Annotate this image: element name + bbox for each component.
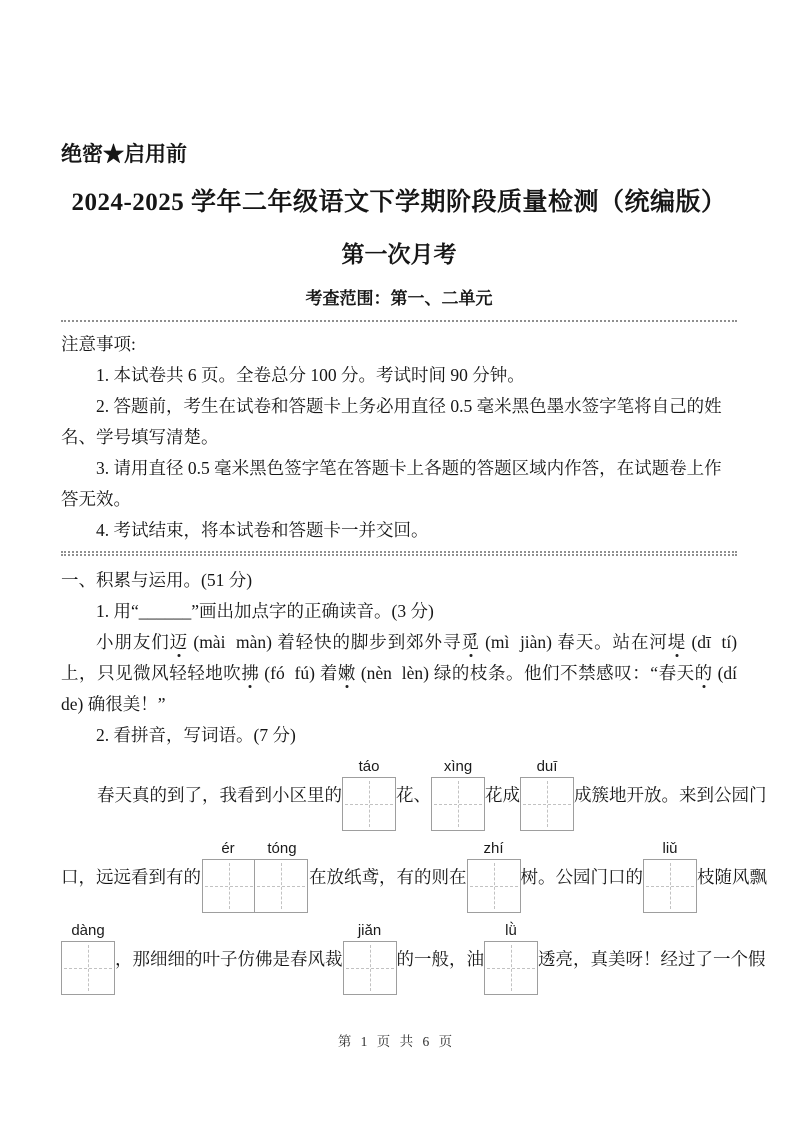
pinyin-label: liǔ (662, 840, 678, 857)
character-writing-box[interactable] (254, 859, 308, 913)
dotted-character: 迈 (169, 632, 189, 652)
writing-boxes (484, 941, 538, 995)
q2-answer-area (61, 757, 767, 995)
pinyin-label: zhí (483, 840, 504, 857)
q2-row (61, 921, 766, 995)
pinyin-box-group (643, 839, 697, 913)
writing-boxes (342, 777, 396, 831)
writing-boxes (467, 859, 521, 913)
row-text: 春天真的到了，我看到小区里的 (97, 784, 342, 805)
passage-text: 小朋友们 (96, 632, 170, 652)
character-writing-box[interactable] (467, 859, 521, 913)
character-writing-box[interactable] (520, 777, 574, 831)
row-text: 透亮，真美呀！经过了一个假 (538, 948, 766, 969)
pinyin-label: táo (358, 758, 380, 775)
pinyin-labels (467, 839, 521, 859)
pinyin-labels (201, 839, 309, 859)
pinyin-labels (643, 839, 697, 859)
q2-row (61, 839, 767, 913)
row-text: 在放纸鸢，有的则在 (309, 866, 467, 887)
character-writing-box[interactable] (343, 941, 397, 995)
writing-boxes (643, 859, 697, 913)
row-text: 花成 (485, 784, 520, 805)
character-writing-box[interactable] (202, 859, 256, 913)
character-writing-box[interactable] (61, 941, 115, 995)
character-writing-box[interactable] (342, 777, 396, 831)
q2-prompt: 2. 看拼音，写词语。(7 分) (96, 725, 296, 745)
pinyin-labels (343, 921, 397, 941)
writing-boxes (202, 859, 309, 913)
pinyin-box-group (431, 757, 485, 831)
pinyin-label: lǜ (505, 922, 517, 939)
pinyin-label: ér (221, 840, 235, 857)
notice-block (61, 329, 737, 546)
pinyin-label: tóng (267, 840, 297, 857)
pinyin-box-group (343, 921, 397, 995)
character-writing-box[interactable] (484, 941, 538, 995)
pinyin-box-group (520, 757, 574, 831)
pinyin-label: duī (536, 758, 558, 775)
notice-heading: 注意事项: (61, 334, 136, 354)
row-text: ，那细细的叶子仿佛是春风裁 (115, 948, 343, 969)
notice-item-2: 2. 答题前，考生在试卷和答题卡上务必用直径 0.5 毫米黑色墨水签字笔将自己的姓名、学号填写清楚。 (61, 396, 722, 447)
dotted-character: 觅 (461, 632, 480, 652)
notice-item-1: 1. 本试卷共 6 页。全卷总分 100 分。考试时间 90 分钟。 (96, 365, 525, 385)
dotted-divider-top (61, 320, 737, 322)
dotted-divider-section (61, 551, 737, 556)
notice-item-3: 3. 请用直径 0.5 毫米黑色签字笔在答题卡上各题的答题区域内作答，在试题卷上作答无效。 (61, 458, 722, 509)
row-text: 口，远远看到有的 (61, 866, 201, 887)
dotted-character: 嫩 (337, 663, 356, 683)
row-text: 枝随风飘 (697, 866, 767, 887)
writing-boxes (520, 777, 574, 831)
exam-scope: 考查范围：第一、二单元 (305, 289, 493, 308)
pinyin-labels (484, 921, 538, 941)
passage-text: (dí de) 确很美！” (61, 663, 742, 714)
q2-row (61, 757, 767, 831)
passage-text: (fó fú) 着 (259, 663, 338, 683)
row-text: 的一般，油 (396, 948, 484, 969)
row-text: 花、 (396, 784, 431, 805)
pinyin-labels (61, 921, 115, 941)
passage-text: (nèn lèn) 绿的枝条。他们不禁感叹：“春天 (355, 663, 695, 683)
page-footer: 第 1 页 共 6 页 (337, 1034, 456, 1049)
writing-boxes (61, 941, 115, 995)
pinyin-labels (342, 757, 396, 777)
row-text: 树。公园门口的 (520, 866, 643, 887)
notice-item-4: 4. 考试结束，将本试卷和答题卡一并交回。 (96, 520, 429, 540)
q1-passage (61, 627, 742, 720)
pinyin-labels (520, 757, 574, 777)
pinyin-box-group (342, 757, 396, 831)
character-writing-box[interactable] (431, 777, 485, 831)
character-writing-box[interactable] (643, 859, 697, 913)
pinyin-box-group (484, 921, 538, 995)
q1-prompt: 1. 用“______”画出加点字的正确读音。(3 分) (96, 601, 434, 621)
passage-text: (mài màn) 着轻快的脚步到郊外寻 (188, 632, 462, 652)
exam-title: 2024-2025 学年二年级语文下学期阶段质量检测（统编版） (71, 189, 727, 216)
pinyin-label: jiǎn (357, 922, 382, 939)
passage-text: (dī tí) 上，只见微风轻轻地吹 (61, 632, 742, 683)
pinyin-label: xìng (443, 758, 473, 775)
page-content (61, 0, 767, 995)
dotted-character: 堤 (667, 632, 687, 652)
secret-label: 绝密★启用前 (61, 142, 187, 166)
writing-boxes (343, 941, 397, 995)
exam-subtitle: 第一次月考 (341, 242, 457, 267)
pinyin-box-group (201, 839, 309, 913)
passage-text: (mì jiàn) 春天。站在河 (479, 632, 668, 652)
row-text: 成簇地开放。来到公园门 (574, 784, 767, 805)
dotted-character: 的 (694, 663, 713, 683)
dotted-character: 拂 (241, 663, 260, 683)
pinyin-label: dàng (71, 922, 105, 939)
writing-boxes (431, 777, 485, 831)
pinyin-box-group (467, 839, 521, 913)
section-one-heading: 一、积累与运用。(51 分) (61, 570, 253, 590)
pinyin-labels (431, 757, 485, 777)
pinyin-box-group (61, 921, 115, 995)
